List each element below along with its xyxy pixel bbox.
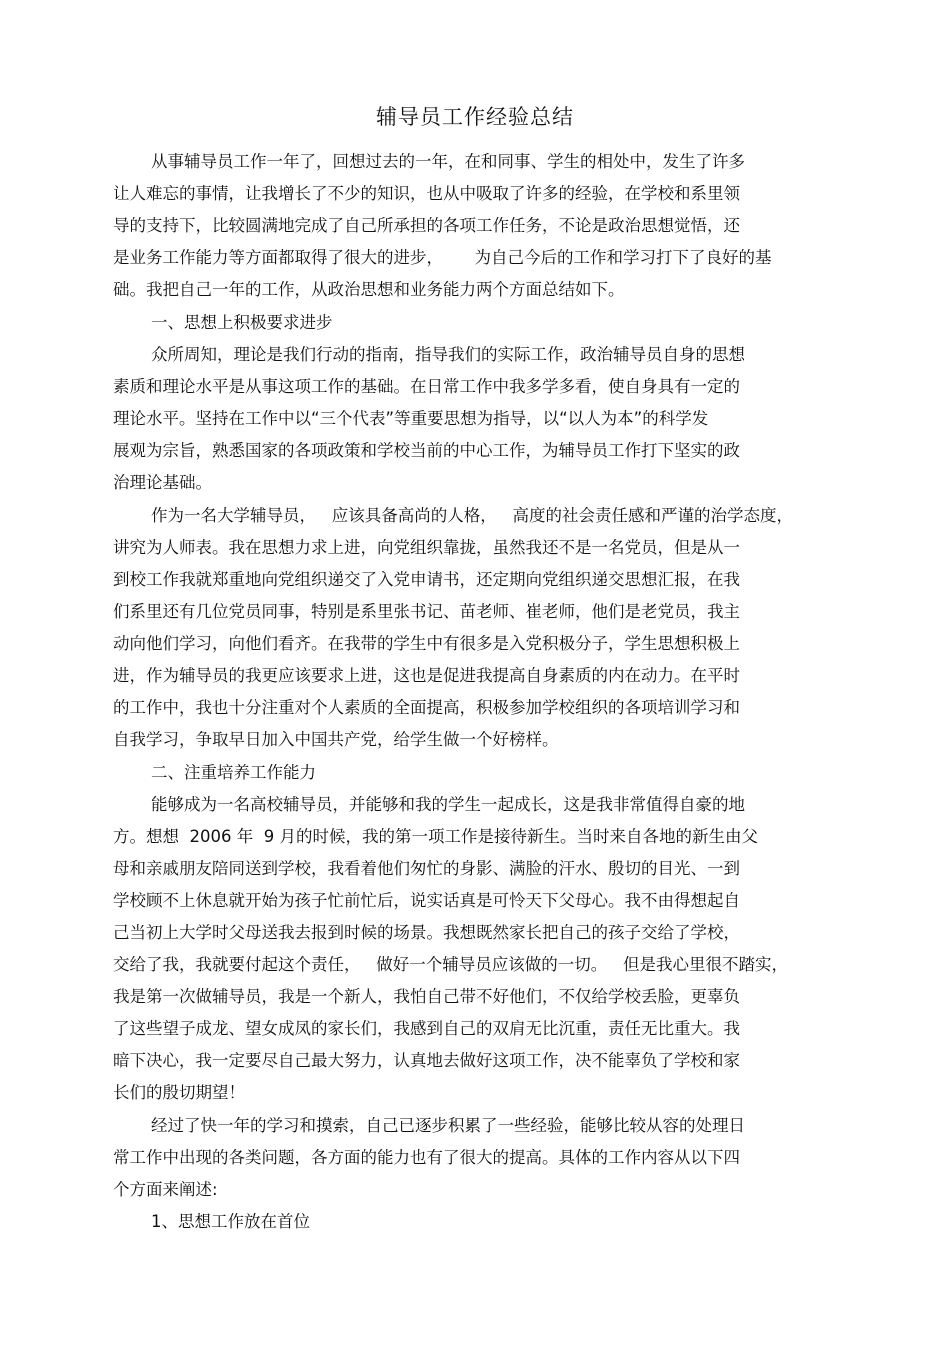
text-line: 础。我把自己一年的工作，从政治思想和业务能力两个方面总结如下。 <box>113 280 625 299</box>
text-line: 一、思想上积极要求进步 <box>151 313 333 332</box>
text-line: 经过了快一年的学习和摸索，自己已逐步积累了一些经验，能够比较从容的处理日 <box>151 1116 745 1135</box>
text-line: 己当初上大学时父母送我去报到时候的场景。我想既然家长把自己的孩子交给了学校， <box>113 923 740 942</box>
text-line: 展观为宗旨，熟悉国家的各项政策和学校当前的中心工作，为辅导员工作打下坚实的政 <box>113 441 740 460</box>
text-line: 到校工作我就郑重地向党组织递交了入党申请书，还定期向党组织递交思想汇报，在我 <box>113 570 740 589</box>
text-line: 导的支持下，比较圆满地完成了自己所承担的各项工作任务，不论是政治思想觉悟，还 <box>113 216 740 235</box>
text-line: 作为一名大学辅导员， 应该具备高尚的人格， 高度的社会责任感和严谨的治学态度， <box>151 506 793 525</box>
text-line: 交给了我，我就要付起这个责任， 做好一个辅导员应该做的一切。 但是我心里很不踏实， <box>113 955 788 974</box>
text-line: 的工作中，我也十分注重对个人素质的全面提高，积极参加学校组织的各项培训学习和 <box>113 698 740 717</box>
text-line: 从事辅导员工作一年了，回想过去的一年，在和同事、学生的相处中，发生了许多 <box>151 152 745 171</box>
text-line: 让人难忘的事情，让我增长了不少的知识，也从中吸取了许多的经验，在学校和系里领 <box>113 184 740 203</box>
text-line: 母和亲戚朋友陪同送到学校，我看着他们匆忙的身影、满脸的汗水、殷切的目光、一到 <box>113 859 740 878</box>
text-line: 讲究为人师表。我在思想力求上进，向党组织靠拢，虽然我还不是一名党员，但是从一 <box>113 538 740 557</box>
text-line: 学校顾不上休息就开始为孩子忙前忙后，说实话真是可怜天下父母心。我不由得想起自 <box>113 891 740 910</box>
text-line: 自我学习，争取早日加入中国共产党，给学生做一个好榜样。 <box>113 730 559 749</box>
text-line: 理论水平。坚持在工作中以“三个代表”等重要思想为指导，以“以人为本”的科学发 <box>113 409 709 428</box>
text-line: 素质和理论水平是从事这项工作的基础。在日常工作中我多学多看，使自身具有一定的 <box>113 377 740 396</box>
text-line: 我是第一次做辅导员，我是一个新人，我怕自己带不好他们，不仅给学校丢脸，更辜负 <box>113 987 740 1006</box>
text-line: 长们的殷切期望！ <box>113 1083 245 1102</box>
text-line: 方。想想 2006 年 9 月的时候，我的第一项工作是接待新生。当时来自各地的新生由父 <box>113 827 758 846</box>
document-title: 辅导员工作经验总结 <box>376 105 574 129</box>
text-line: 二、注重培养工作能力 <box>151 763 316 782</box>
text-line: 进，作为辅导员的我更应该要求上进，这也是促进我提高自身素质的内在动力。在平时 <box>113 666 740 685</box>
text-line: 们系里还有几位党员同事，特别是系里张书记、苗老师、崔老师，他们是老党员，我主 <box>113 602 740 621</box>
text-line: 1、思想工作放在首位 <box>151 1212 310 1231</box>
text-line: 动向他们学习，向他们看齐。在我带的学生中有很多是入党积极分子，学生思想积极上 <box>113 634 740 653</box>
text-line: 能够成为一名高校辅导员，并能够和我的学生一起成长，这是我非常值得自豪的地 <box>151 795 745 814</box>
text-line: 常工作中出现的各类问题，各方面的能力也有了很大的提高。具体的工作内容从以下四 <box>113 1148 740 1167</box>
text-line: 个方面来阐述: <box>113 1180 218 1199</box>
text-line: 是业务工作能力等方面都取得了很大的进步， 为自己今后的工作和学习打下了良好的基 <box>113 248 772 267</box>
text-line: 众所周知，理论是我们行动的指南，指导我们的实际工作，政治辅导员自身的思想 <box>151 345 745 364</box>
text-line: 暗下决心，我一定要尽自己最大努力，认真地去做好这项工作，决不能辜负了学校和家 <box>113 1051 740 1070</box>
text-line: 治理论基础。 <box>113 473 212 492</box>
text-line: 了这些望子成龙、望女成凤的家长们，我感到自己的双肩无比沉重，责任无比重大。我 <box>113 1019 740 1038</box>
